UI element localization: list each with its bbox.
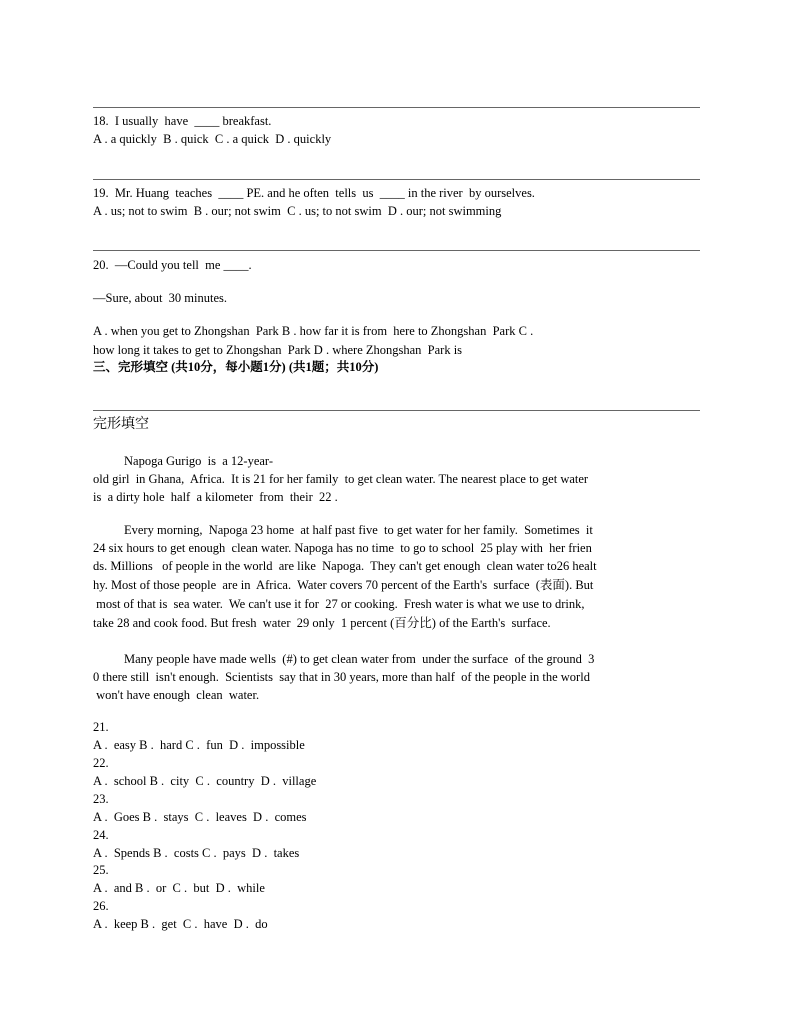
passage-line: won't have enough clean water. xyxy=(93,688,260,702)
blank-number: 21. xyxy=(93,720,109,734)
blank-number: 24. xyxy=(93,828,109,842)
passage-line: take 28 and cook food. But fresh water 29 only 1 percent (百分比) of the Earth's surface. xyxy=(93,616,551,630)
divider xyxy=(93,179,700,180)
blank-number: 25. xyxy=(93,863,109,877)
blank-number: 26. xyxy=(93,899,109,913)
blank-options: A . Spends B . costs C . pays D . takes xyxy=(93,846,300,860)
question-20-options-line1: A . when you get to Zhongshan Park B . how far it is from here to Zhongshan Park C . xyxy=(93,324,534,338)
passage-line: old girl in Ghana, Africa. It is 21 for her family to get clean water. The nearest place to get water xyxy=(93,472,589,486)
question-20-options-line2: how long it takes to get to Zhongshan Park D . where Zhongshan Park is xyxy=(93,343,463,357)
passage-line: Every morning, Napoga 23 home at half past five to get water for her family. Sometimes it xyxy=(124,523,593,537)
question-19-options: A . us; not to swim B . our; not swim C . us; to not swim D . our; not swimming xyxy=(93,204,502,218)
passage-line: 0 there still isn't enough. Scientists say that in 30 years, more than half of the people in the world xyxy=(93,670,590,684)
question-20-stem: 20. —Could you tell me ____. xyxy=(93,258,252,272)
question-18-stem: 18. I usually have ____ breakfast. xyxy=(93,114,272,128)
passage-line: ds. Millions of people in the world are like Napoga. They can't get enough clean water to26 healt xyxy=(93,559,597,573)
blank-options: A . keep B . get C . have D . do xyxy=(93,917,268,931)
passage-line: hy. Most of those people are in Africa. Water covers 70 percent of the Earth's surface (表面). But xyxy=(93,578,594,592)
blank-number: 22. xyxy=(93,756,109,770)
section-subheading: 完形填空 xyxy=(93,417,149,432)
question-18-options: A . a quickly B . quick C . a quick D . quickly xyxy=(93,132,332,146)
passage-line: most of that is sea water. We can't use it for 27 or cooking. Fresh water is what we use to drink, xyxy=(93,597,585,611)
blank-options: A . school B . city C . country D . village xyxy=(93,774,317,788)
blank-number: 23. xyxy=(93,792,109,806)
passage-line: 24 six hours to get enough clean water. Napoga has no time to go to school 25 play with her frien xyxy=(93,541,592,555)
section-heading: 三、完形填空 (共10分，每小题1分) (共1题；共10分) xyxy=(93,360,379,374)
passage-line: Napoga Gurigo is a 12-year- xyxy=(124,454,274,468)
divider xyxy=(93,107,700,108)
passage-line: Many people have made wells (#) to get clean water from under the surface of the ground 3 xyxy=(124,652,595,666)
question-19-stem: 19. Mr. Huang teaches ____ PE. and he often tells us ____ in the river by ourselves. xyxy=(93,186,535,200)
blank-options: A . and B . or C . but D . while xyxy=(93,881,265,895)
blank-options: A . Goes B . stays C . leaves D . comes xyxy=(93,810,307,824)
divider xyxy=(93,410,700,411)
question-20-answer: —Sure, about 30 minutes. xyxy=(93,291,228,305)
divider xyxy=(93,250,700,251)
passage-line: is a dirty hole half a kilometer from their 22 . xyxy=(93,490,338,504)
blank-options: A . easy B . hard C . fun D . impossible xyxy=(93,738,305,752)
